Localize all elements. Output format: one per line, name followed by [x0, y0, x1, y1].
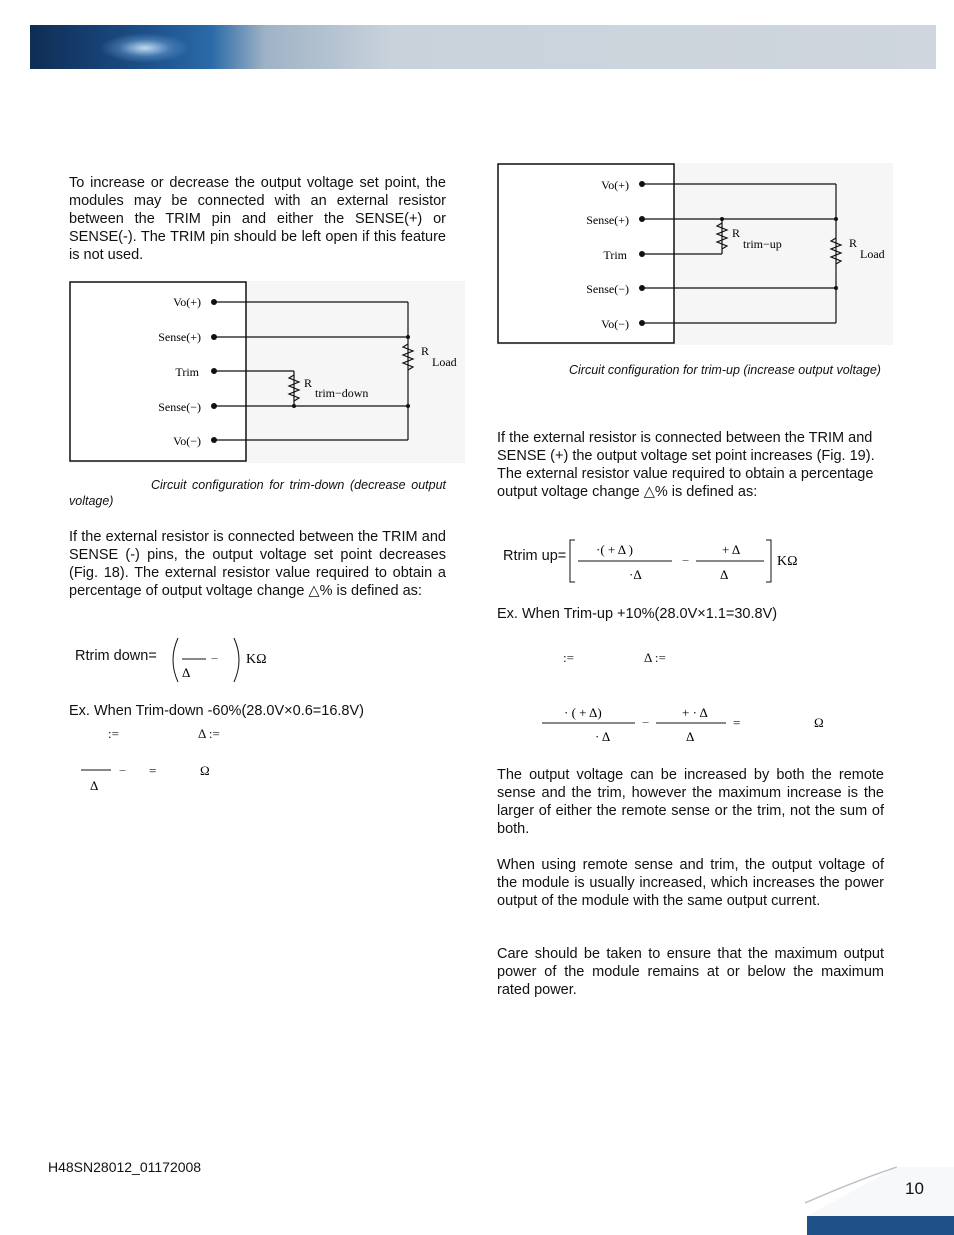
pin-label: Sense(+)	[158, 330, 201, 344]
minus-sign: −	[211, 651, 219, 666]
pin-label: Sense(+)	[586, 213, 629, 227]
r-trim-symbol: R	[732, 226, 741, 240]
care-paragraph: Care should be taken to ensure that the maximum output power of the module remains at or below the maximum rated power.	[497, 946, 884, 998]
ohm-symbol: Ω	[814, 715, 824, 730]
page-number: 10	[905, 1179, 924, 1198]
r-load-subscript: Load	[860, 247, 885, 261]
r-trim-subscript: trim−up	[743, 237, 782, 251]
assign-operator: :=	[563, 650, 574, 665]
header-banner	[30, 25, 936, 69]
power-paragraph: When using remote sense and trim, the output voltage of the module is usually increased, which increases the power output of the module with the same output current.	[497, 857, 884, 909]
numerator-1: · ( + Δ)	[564, 705, 602, 720]
trim-up-formula-label: Rtrim up=	[503, 548, 567, 564]
denominator-1: · Δ	[595, 729, 611, 744]
numerator-2: + Δ	[722, 542, 741, 557]
trim-up-example-heading: Ex. When Trim-up +10%(28.0V×1.1=30.8V)	[497, 606, 778, 622]
trim-down-caption: Circuit configuration for trim-down (decrease output voltage)	[69, 478, 446, 508]
denominator-2: Δ	[720, 567, 729, 582]
trim-up-diagram	[497, 163, 893, 345]
trim-up-caption: Circuit configuration for trim-up (increase output voltage)	[569, 363, 881, 377]
pin-label: Vo(+)	[173, 295, 201, 309]
pin-label: Vo(−)	[173, 434, 201, 448]
trim-down-example-formula	[78, 760, 228, 796]
pin-label: Vo(+)	[601, 178, 629, 192]
delta-symbol: Δ	[182, 665, 191, 680]
pin-label: Sense(−)	[586, 282, 629, 296]
numerator-1: ·( + Δ )	[596, 542, 633, 557]
ohm-symbol: Ω	[200, 763, 210, 778]
trim-down-formula	[166, 634, 286, 686]
remote-sense-paragraph: The output voltage can be increased by both the remote sense and the trim, however the maximum increase is the larger of either the remote sense or the trim, not the sum of both.	[497, 767, 884, 837]
intro-paragraph: To increase or decrease the output voltage set point, the modules may be connected with an external resistor between the TRIM pin and either the SENSE(+) or SENSE(-). The TRIM pin should be left open if this feature is not used.	[69, 175, 446, 263]
numerator-2: + · Δ	[682, 705, 708, 720]
footer-ornament	[805, 1163, 954, 1235]
trim-up-formula	[566, 536, 816, 586]
trim-up-paragraph: If the external resistor is connected between the TRIM and SENSE (+) the output voltage set point increases (Fig. 19). The external resistor value required to obtain a percentage output voltage change △% is defined as:	[497, 430, 875, 500]
r-load-symbol: R	[849, 236, 858, 250]
banner-flare	[100, 33, 190, 63]
denominator-1: ·Δ	[629, 567, 642, 582]
trim-down-diagram	[69, 281, 465, 463]
equals-sign: =	[733, 715, 741, 730]
pin-label: Trim	[175, 365, 199, 379]
minus-sign: −	[642, 715, 650, 730]
assign-operator: :=	[108, 726, 119, 741]
delta-assign: Δ :=	[644, 650, 666, 665]
unit-label: KΩ	[246, 652, 267, 667]
r-trim-subscript: trim−down	[315, 386, 369, 400]
trim-up-example-formula	[538, 700, 838, 748]
pin-label: Vo(−)	[601, 317, 629, 331]
pin-label: Trim	[603, 248, 627, 262]
delta-assign: Δ :=	[198, 726, 220, 741]
document-id: H48SN28012_01172008	[48, 1159, 202, 1175]
trim-down-example-heading: Ex. When Trim-down -60%(28.0V×0.6=16.8V)	[69, 703, 364, 719]
trim-down-formula-label: Rtrim down=	[75, 648, 157, 664]
r-load-subscript: Load	[432, 355, 457, 369]
unit-label: KΩ	[777, 554, 798, 569]
r-load-symbol: R	[421, 344, 430, 358]
delta-symbol: Δ	[90, 778, 99, 793]
equals-sign: =	[149, 763, 157, 778]
r-trim-symbol: R	[304, 376, 313, 390]
trim-down-paragraph: If the external resistor is connected between the TRIM and SENSE (-) pins, the output voltage set point decreases (Fig. 18). The external resistor value required to obtain a percentage of output voltage change △% is defined as:	[69, 529, 446, 599]
denominator-2: Δ	[686, 729, 695, 744]
minus-sign: −	[682, 553, 690, 568]
minus-sign: −	[119, 763, 127, 778]
pin-label: Sense(−)	[158, 400, 201, 414]
